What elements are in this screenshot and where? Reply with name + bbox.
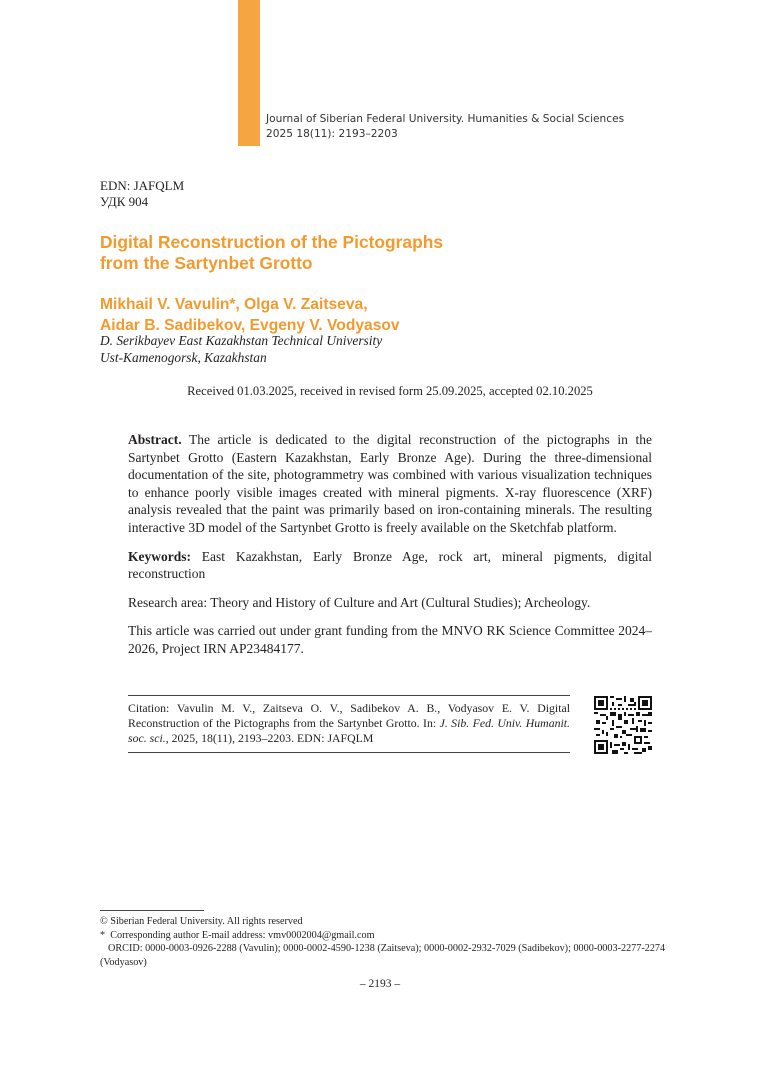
abstract-paragraph (128, 431, 652, 537)
abstract-block (128, 431, 652, 669)
keywords-label: Keywords: (128, 548, 191, 564)
edn-code: EDN: JAFQLM (100, 178, 185, 193)
citation-issue: , 2025, 18(11), 2193–2203. EDN: JAFQLM (165, 731, 374, 745)
citation-journal: J. Sib. Fed. Univ. Humanit. soc. sci. (128, 716, 571, 745)
article-title (100, 232, 620, 274)
affiliation-city: Ust-Kamenogorsk, Kazakhstan (100, 350, 267, 365)
journal-accent-bar (238, 0, 260, 146)
page-number: – 2193 – (359, 978, 401, 990)
corresponding-author-note: * Corresponding author E-mail address: vmv0002004@gmail.com (100, 929, 375, 941)
journal-header (266, 112, 624, 142)
journal-issue: 2025 18(11): 2193–2203 (266, 128, 398, 140)
udk-code: УДК 904 (100, 194, 149, 209)
affiliation-institution: D. Serikbayev East Kazakhstan Technical University (100, 333, 383, 348)
research-area: Research area: Theory and History of Culture and Art (Cultural Studies); Archeology. (128, 594, 591, 610)
authors-line-2: Aidar B. Sadibekov, Evgeny V. Vodyasov (100, 317, 400, 334)
keywords-text: East Kazakhstan, Early Bronze Age, rock art, mineral pigments, digital reconstruction (128, 548, 652, 582)
classification-codes (100, 178, 184, 210)
footnote-rule (100, 910, 204, 911)
journal-name: Journal of Siberian Federal University. Humanities & Social Sciences (266, 113, 625, 125)
citation-authors-title: Citation: Vavulin M. V., Zaitseva O. V., Sadibekov A. B., Vodyasov E. V. Digital Reconstruction of the Pictographs from the Sartynbet Grotto. In: (128, 701, 570, 730)
abstract-label: Abstract. (128, 432, 182, 447)
copyright-note: © Siberian Federal University. All rights reserved (100, 916, 303, 927)
funding-note: This article was carried out under grant funding from the MNVO RK Science Committee 2024–2026, Project IRN AP23484177. (128, 623, 652, 656)
qr-code[interactable] (594, 696, 652, 754)
affiliation (100, 332, 382, 366)
authors-line-1: Mikhail V. Vavulin*, Olga V. Zaitseva, (100, 296, 368, 313)
received-dates: Received 01.03.2025, received in revised form 25.09.2025, accepted 02.10.2025 (187, 384, 593, 398)
title-line-1: Digital Reconstruction of the Pictographs (100, 232, 444, 252)
orcid-note: ORCID: 0000-0003-0926-2288 (Vavulin); 0000-0002-4590-1238 (Zaitseva); 0000-0002-2932-7029 (Sadibekov); 0000-0003-2277-2274 (Vodyasov) (100, 943, 666, 968)
footnotes (100, 915, 683, 969)
citation-block (128, 701, 570, 746)
title-line-2: from the Sartynbet Grotto (100, 253, 313, 273)
citation-bottom-rule (128, 752, 570, 753)
author-list (100, 294, 660, 336)
citation-top-rule (128, 695, 570, 696)
keywords-paragraph (128, 548, 652, 583)
abstract-text: The article is dedicated to the digital reconstruction of the pictographs in the Sartynbet Grotto (Eastern Kazakhstan, Early Bronze Age). During the three-dimensional documentation of the site, photogrammetry was combined with various visualization techniques to enhance poorly visible images created with mineral pigments. X-ray fluorescence (XRF) analysis revealed that the paint was primarily based on iron-containing minerals. The resulting interactive 3D model of the Sartynbet Grotto is freely available on the Sketchfab platform. (128, 432, 652, 535)
